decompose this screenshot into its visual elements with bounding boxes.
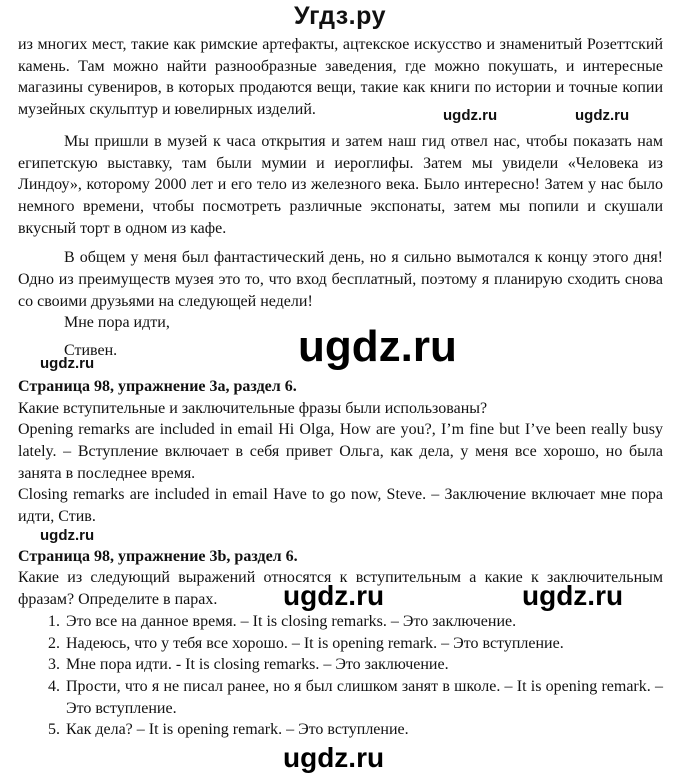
- watermark: ugdz.ru: [522, 580, 624, 611]
- section-3a-answer-closing: Closing remarks are included in email Have to go now, Steve. – Заключение включает мне пора идти, Стив.: [18, 486, 663, 526]
- section-3b-question: Какие из следующий выражений относятся к вступительным а какие к заключительным фразам? Определите в парах.: [18, 569, 663, 609]
- watermark: ugdz.ru: [443, 107, 498, 124]
- watermark: ugdz.ru: [283, 742, 385, 773]
- letter-paragraph-3: В общем у меня был фантастический день, но я сильно вымотался к концу этого дня! Одно из преимуществ музея это то, что вход бесплатный, поэтому я планирую сходить снова со своими друзьями на следующей недели!: [18, 249, 663, 310]
- section-3b-heading: Страница 98, упражнение 3b, раздел 6.: [18, 547, 298, 565]
- letter-closing: Мне пора идти,: [64, 314, 170, 332]
- section-3a-answer-opening: Opening remarks are included in email Hi Olga, How are you?, I’m fine but I’ve been really busy lately. – Вступление включает в себя привет Ольга, как дела, у меня все хорошо, но была занята в последнее время.: [18, 421, 663, 482]
- watermark: ugdz.ru: [298, 322, 457, 371]
- document-body: [18, 34, 663, 741]
- watermark: ugdz.ru: [40, 355, 95, 372]
- letter-signature: Стивен.: [64, 342, 118, 360]
- watermark: ugdz.ru: [40, 527, 95, 544]
- section-3a-question: Какие вступительные и заключительные фразы были использованы?: [18, 399, 488, 417]
- list-item: 4. Прости, что я не писал ранее, но я был слишком занят в школе. – It is opening remark. – Это вступление.: [64, 676, 663, 719]
- letter-paragraph-2: Мы пришли в музей к часа открытия и затем наш гид отвел нас, чтобы показать нам египетскую выставку, там были мумии и иероглифы. Затем мы увидели «Человека из Линдоу», которому 2000 лет и его тело из железного века. Было интересно! Затем у нас было немного времени, чтобы посмотреть различные экспонаты, затем мы попили и скушали вкусный торт в одном из кафе.: [18, 132, 663, 237]
- section-3b-list: [18, 611, 663, 741]
- list-item: 1. Это все на данное время. – It is closing remarks. – Это заключение.: [64, 611, 663, 633]
- list-item: 5. Как дела? – It is opening remark. – Это вступление.: [64, 719, 663, 741]
- list-item: 3. Мне пора идти. - It is closing remarks. – Это заключение.: [64, 654, 663, 676]
- site-title: Угдз.ру: [294, 2, 386, 30]
- section-3a-heading: Страница 98, упражнение 3а, раздел 6.: [18, 377, 297, 395]
- letter-paragraph-1: из многих мест, такие как римские артефакты, ацтекское искусство и знаменитый Розеттский камень. Там можно найти разнообразные заведения, где можно покушать, и интересные магазины сувениров, в которых продаются вещи, такие как книги по истории и точные копии музейных скульптур и ювелирных изделий.: [18, 36, 663, 119]
- watermark: ugdz.ru: [283, 580, 385, 611]
- list-item: 2. Надеюсь, что у тебя все хорошо. – It is opening remark. – Это вступление.: [64, 633, 663, 655]
- watermark: ugdz.ru: [575, 107, 630, 124]
